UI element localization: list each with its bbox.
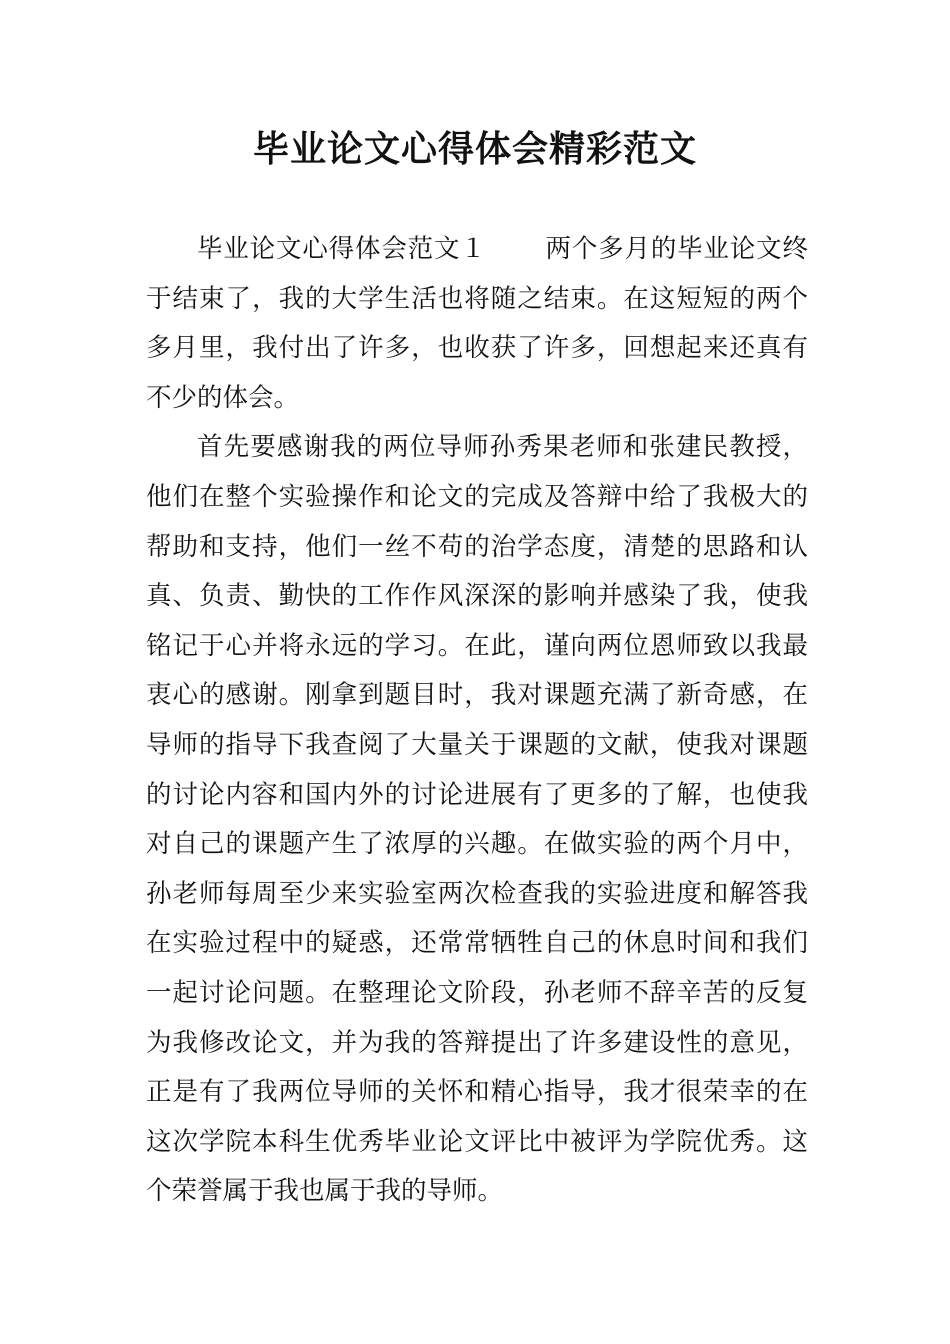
paragraph-1-text: 两个多月的毕业论文终于结束了，我的大学生活也将随之结束。在这短短的两个多月里，我付出了许多，也收获了许多，回想起来还真有不少的体会。 [146, 234, 808, 413]
paragraph-2 [146, 423, 808, 1217]
paragraph-1 [146, 225, 808, 423]
section-subheading: 毕业论文心得体会范文１ [197, 234, 487, 264]
paragraph-2-text: 首先要感谢我的两位导师孙秀果老师和张建民教授，他们在整个实验操作和论文的完成及答辩中给了我极大的帮助和支持，他们一丝不苟的治学态度，清楚的思路和认真、负责、勤快的工作作风深深的影响并感染了我，使我铭记于心并将永远的学习。在此，谨向两位恩师致以我最衷心的感谢。刚拿到题目时，我对课题充满了新奇感，在导师的指导下我查阅了大量关于课题的文献，使我对课题的讨论内容和国内外的讨论进展有了更多的了解，也使我对自己的课题产生了浓厚的兴趣。在做实验的两个月中，孙老师每周至少来实验室两次检查我的实验进度和解答我在实验过程中的疑惑，还常常牺牲自己的休息时间和我们一起讨论问题。在整理论文阶段，孙老师不辞辛苦的反复为我修改论文，并为我的答辩提出了许多建设性的意见，正是有了我两位导师的关怀和精心指导，我才很荣幸的在这次学院本科生优秀毕业论文评比中被评为学院优秀。这个荣誉属于我也属于我的导师。 [146, 432, 808, 1207]
document-title: 毕业论文心得体会精彩范文 [252, 129, 697, 170]
document-body [146, 225, 808, 1217]
